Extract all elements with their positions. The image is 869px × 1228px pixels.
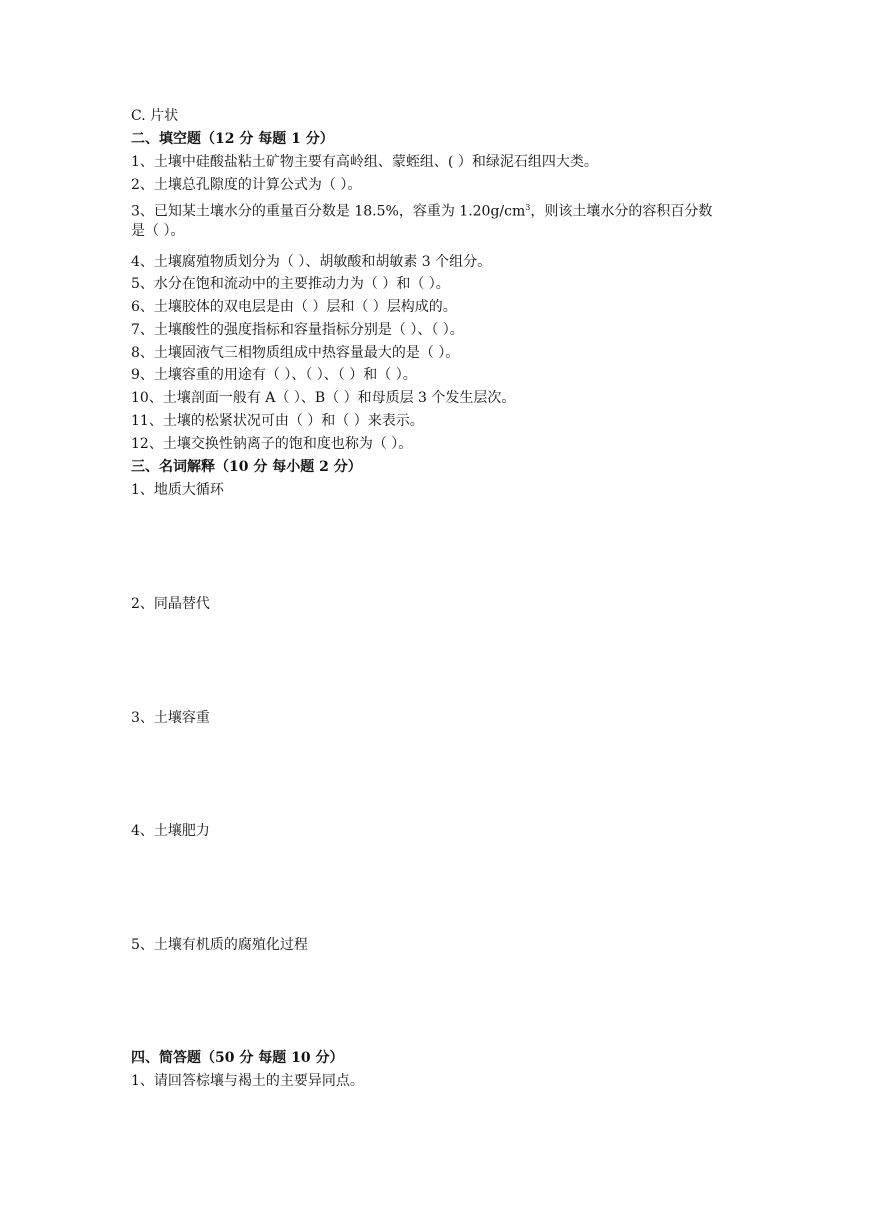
fill-question-8: 8、土壤固液气三相物质组成中热容量最大的是（ ）。 <box>131 345 460 361</box>
fill-question-7: 7、土壤酸性的强度指标和容量指标分别是（ ）、（ ）。 <box>131 322 464 338</box>
fill-question-3-part1: 3、已知某土壤水分的重量百分数是 18.5%，容重为 1.20g/cm <box>131 203 526 220</box>
section-4-heading: 四、简答题（50 分 每题 10 分） <box>131 1050 344 1066</box>
fill-question-2: 2、土壤总孔隙度的计算公式为（ ）。 <box>131 177 362 193</box>
fill-question-3-part2: ，则该土壤水分的容积百分数 <box>530 203 713 220</box>
fill-question-11: 11、土壤的松紧状况可由（ ）和（ ）来表示。 <box>131 413 424 429</box>
term-3: 3、土壤容重 <box>131 710 210 726</box>
option-c: C. 片状 <box>131 108 179 124</box>
fill-question-10: 10、土壤剖面一般有 A（ ）、B（ ）和母质层 3 个发生层次。 <box>131 390 516 406</box>
fill-question-12: 12、土壤交换性钠离子的饱和度也称为（ ）。 <box>131 436 413 452</box>
section-3-heading: 三、名词解释（10 分 每小题 2 分） <box>131 459 362 475</box>
term-4: 4、土壤肥力 <box>131 823 210 839</box>
fill-question-9: 9、土壤容重的用途有（ ）、（ ）、（ ）和（ ）。 <box>131 367 417 383</box>
term-1: 1、地质大循环 <box>131 482 224 498</box>
term-5: 5、土壤有机质的腐殖化过程 <box>131 937 308 953</box>
fill-question-3-continued: 是（ ）。 <box>131 223 185 239</box>
term-2: 2、同晶替代 <box>131 596 210 612</box>
fill-question-5: 5、水分在饱和流动中的主要推动力为（ ）和（ ）。 <box>131 276 450 292</box>
fill-question-6: 6、土壤胶体的双电层是由（ ）层和（ ）层构成的。 <box>131 299 457 315</box>
superscript-3: 3 <box>525 203 531 212</box>
fill-question-3 <box>131 199 712 221</box>
fill-question-4: 4、土壤腐殖物质划分为（ ）、胡敏酸和胡敏素 3 个组分。 <box>131 254 492 270</box>
fill-question-1: 1、土壤中硅酸盐粘土矿物主要有高岭组、蒙蛭组、( ）和绿泥石组四大类。 <box>131 154 598 170</box>
section-2-heading: 二、填空题（12 分 每题 1 分） <box>131 131 334 147</box>
short-answer-1: 1、请回答棕壤与褐土的主要异同点。 <box>131 1073 364 1089</box>
